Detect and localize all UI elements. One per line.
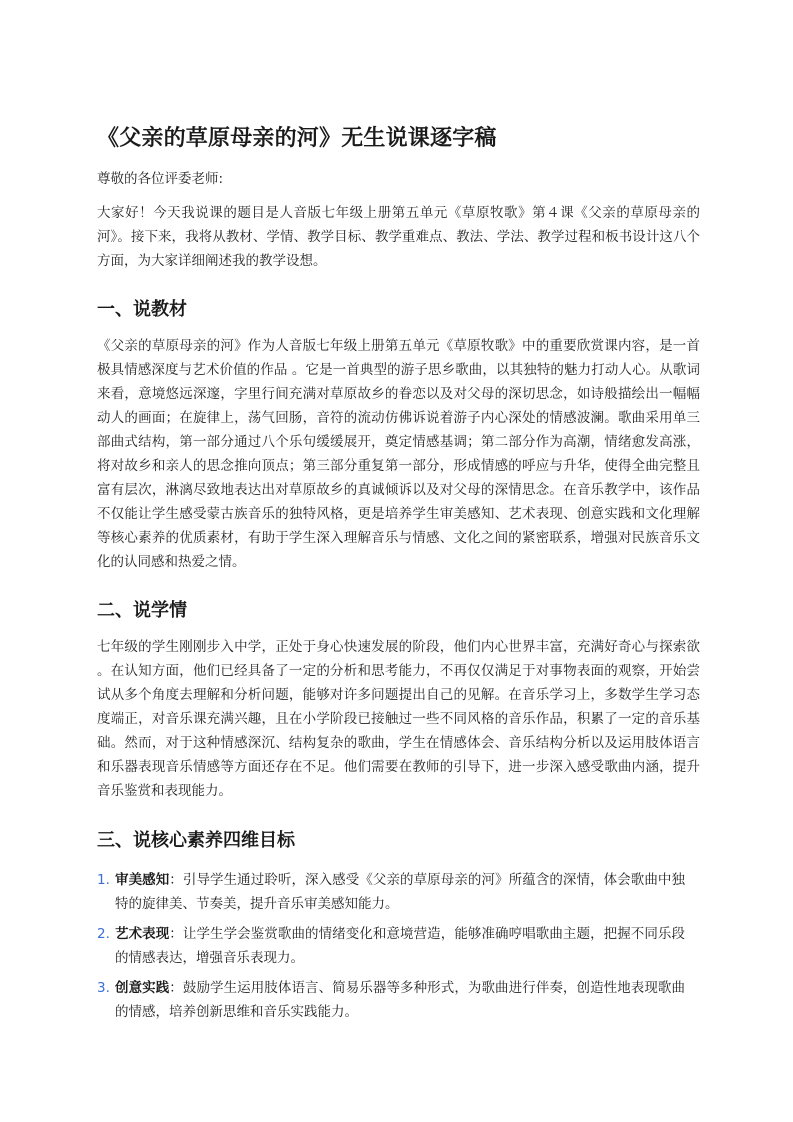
- goal-number: 2.: [97, 926, 110, 942]
- goal-item-aesthetic: [97, 868, 685, 916]
- goal-text: ：让学生学会鉴赏歌曲的情绪变化和意境营造，能够准确哼唱歌曲主题，把握不同乐段的情感表达，增强音乐表现力。: [115, 926, 686, 966]
- goal-term: 审美感知: [115, 872, 170, 888]
- goal-term: 艺术表现: [115, 926, 170, 942]
- section-body-students: 七年级的学生刚刚步入中学，正处于身心快速发展的阶段，他们内心世界丰富，充满好奇心与探索欲 。在认知方面，他们已经具备了一定的分析和思考能力，不再仅仅满足于对事物表面的观察，开始尝试从多个角度去理解和分析问题，能够对许多问题提出自己的见解。在音乐学习上，多数学生学习态度端正，对音乐课充满兴趣，且在小学阶段已接触过一些不同风格的音乐作品，积累了一定的音乐基础。然而，对于这种情感深沉、结构复杂的歌曲，学生在情感体会、音乐结构分析以及运用肢体语言和乐器表现音乐情感等方面还存在不足。他们需要在教师的引导下，进一步深入感受歌曲内涵，提升音乐鉴赏和表现能力。: [97, 639, 700, 799]
- goal-text: ：鼓励学生运用肢体语言、简易乐器等多种形式，为歌曲进行伴奏，创造性地表现歌曲的情感，培养创新思维和音乐实践能力。: [115, 980, 686, 1020]
- section-heading-students: 二、说学情: [97, 600, 187, 621]
- goal-item-performance: [97, 922, 685, 970]
- goals-list: [97, 868, 700, 1030]
- section-heading-goals: 三、说核心素养四维目标: [97, 830, 295, 851]
- document-title: 《父亲的草原母亲的河》无生说课逐字稿: [97, 126, 497, 151]
- section-body-textbook: 《父亲的草原母亲的河》作为人音版七年级上册第五单元《草原牧歌》中的重要欣赏课内容，是一首极具情感深度与艺术价值的作品 。它是一首典型的游子思乡歌曲，以其独特的魅力打动人心。从歌词来看，意境悠远深邃，字里行间充满对草原故乡的眷恋以及对父母的深切思念，如诗般描绘出一幅幅动人的画面；在旋律上，荡气回肠，音符的流动仿佛诉说着游子内心深处的情感波澜。歌曲采用单三部曲式结构，第一部分通过八个乐句缓缓展开，奠定情感基调；第二部分作为高潮，情绪愈发高涨，将对故乡和亲人的思念推向顶点；第三部分重复第一部分，形成情感的呼应与升华，使得全曲完整且富有层次，淋漓尽致地表达出对草原故乡的真诚倾诉以及对父母的深情思念。在音乐教学中，该作品不仅能让学生感受蒙古族音乐的独特风格，更是培养学生审美感知、艺术表现、创意实践和文化理解等核心素养的优质素材，有助于学生深入理解音乐与情感、文化之间的紧密联系，增强对民族音乐文化的认同感和热爱之情。: [97, 338, 700, 570]
- intro-paragraph: 大家好！今天我说课的题目是人音版七年级上册第五单元《草原牧歌》第４课《父亲的草原母亲的河》。接下来，我将从教材、学情、教学目标、教学重难点、教法、学法、教学过程和板书设计这八个方面，为大家详细阐述我的教学设想。: [97, 205, 700, 269]
- goal-item-creative: [97, 976, 685, 1024]
- goal-text: ：引导学生通过聆听，深入感受《父亲的草原母亲的河》所蕴含的深情，体会歌曲中独特的旋律美、节奏美，提升音乐审美感知能力。: [115, 872, 686, 912]
- goal-number: 1.: [97, 872, 110, 888]
- salutation: 尊敬的各位评委老师:: [97, 171, 224, 187]
- section-heading-textbook: 一、说教材: [97, 299, 187, 320]
- goal-number: 3.: [97, 980, 110, 996]
- goal-term: 创意实践: [115, 980, 170, 996]
